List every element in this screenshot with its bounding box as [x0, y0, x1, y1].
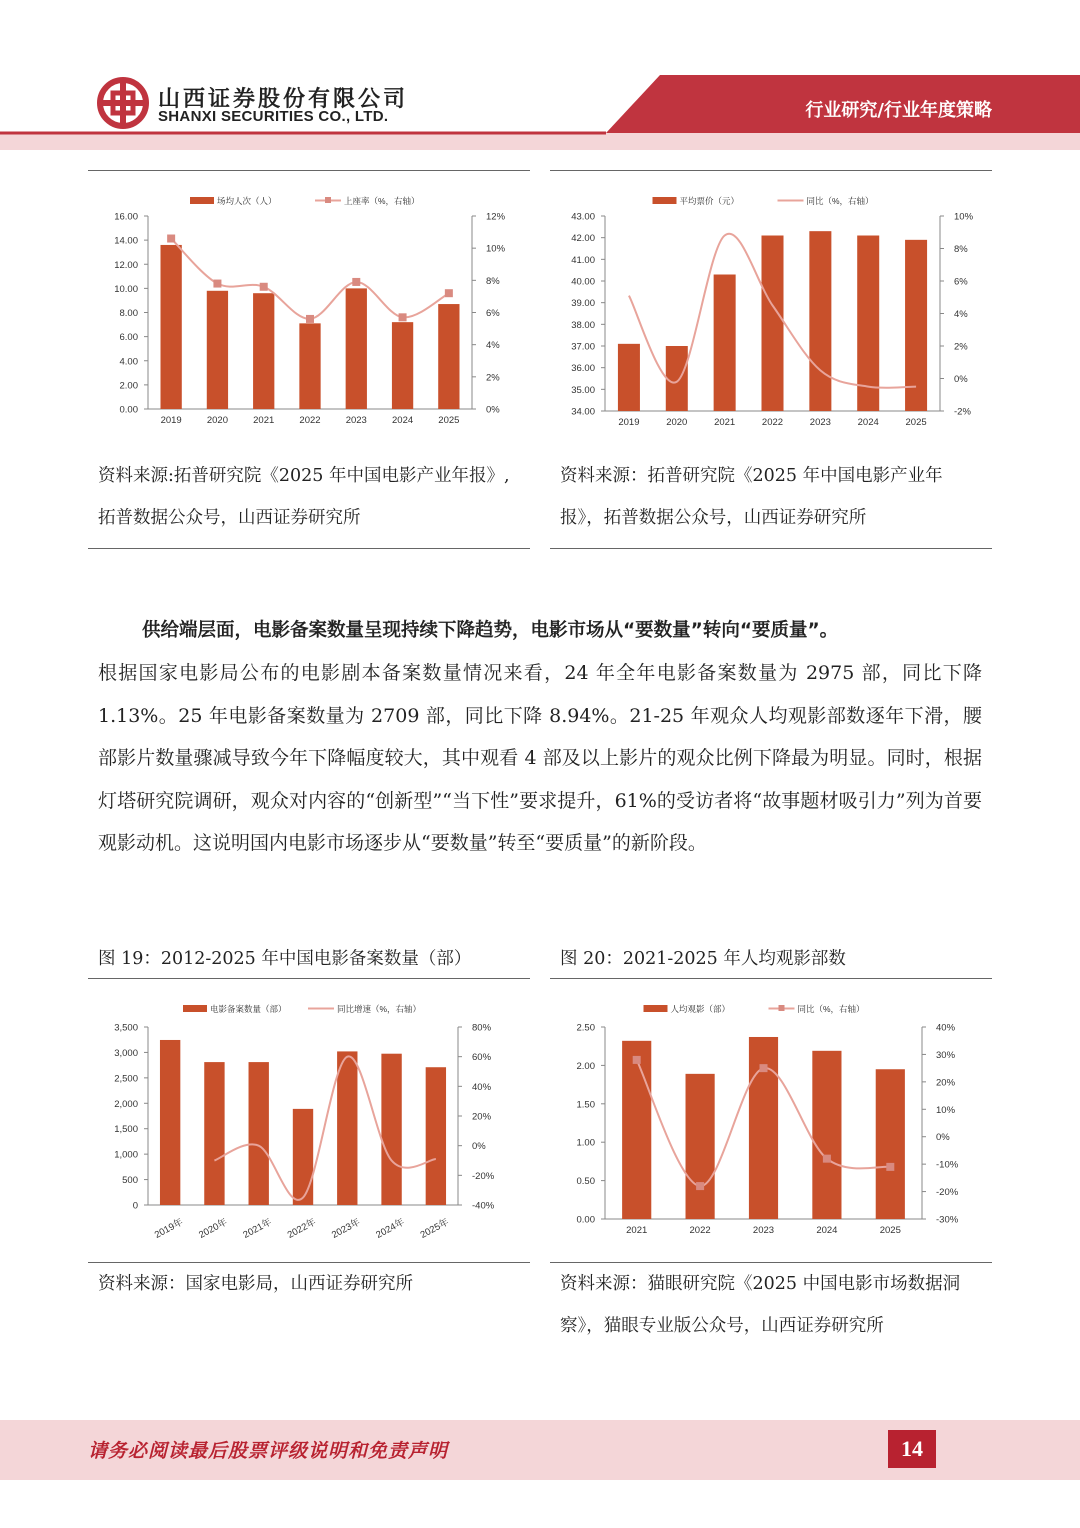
right-tick-label: 8%	[954, 244, 968, 255]
bar	[204, 1062, 224, 1205]
right-tick-label: -10%	[936, 1159, 959, 1171]
x-tick-label: 2019	[160, 415, 182, 426]
right-tick-label: 30%	[936, 1049, 956, 1061]
left-tick-label: 1,000	[114, 1149, 138, 1161]
x-tick-label: 2019	[618, 417, 640, 428]
x-tick-label: 2023	[809, 417, 831, 428]
left-tick-label: 43.00	[571, 211, 595, 223]
source-line: 报》，拓普数据公众号，山西证券研究所	[560, 508, 867, 528]
bar	[666, 346, 688, 411]
divider	[550, 548, 992, 549]
x-tick-label: 2025	[879, 1225, 901, 1236]
divider	[88, 548, 530, 549]
bar	[618, 344, 640, 411]
header-banner	[0, 0, 1080, 150]
legend-line-marker	[325, 197, 331, 203]
body-paragraph	[98, 610, 982, 864]
left-tick-label: 2,000	[114, 1098, 138, 1110]
right-tick-label: 0%	[954, 374, 968, 385]
left-tick-label: 40.00	[571, 276, 595, 288]
left-tick-label: 2.00	[119, 380, 138, 392]
figure-19-title: 图 19：2012-2025 年中国电影备案数量（部）	[98, 949, 472, 969]
right-tick-label: 6%	[486, 308, 500, 319]
chart-c	[88, 979, 530, 1251]
left-tick-label: 0	[132, 1200, 138, 1212]
line-marker	[260, 283, 268, 291]
left-tick-label: 41.00	[571, 254, 595, 266]
chart-b	[550, 171, 992, 447]
bar	[253, 293, 274, 409]
legend-line-label: 上座率（%，右轴）	[344, 196, 420, 206]
page-header	[0, 0, 1080, 150]
x-tick-label: 2023	[752, 1225, 775, 1236]
left-tick-label: 35.00	[571, 384, 595, 396]
left-tick-label: 34.00	[571, 406, 595, 418]
right-tick-label: -2%	[954, 406, 971, 418]
legend-bar-label: 平均票价（元）	[679, 196, 740, 206]
x-tick-label: 2025	[905, 417, 927, 428]
bar	[426, 1067, 446, 1205]
bar	[809, 231, 831, 411]
line-marker	[399, 313, 407, 321]
left-tick-label: 0.50	[576, 1176, 595, 1188]
figure-20-title: 图 20：2021-2025 年人均观影部数	[560, 949, 846, 969]
x-tick-label: 2022年	[285, 1216, 318, 1241]
line-marker	[760, 1064, 768, 1072]
x-tick-label: 2024	[392, 415, 414, 426]
bar	[761, 236, 783, 412]
left-tick-label: 2.00	[576, 1060, 595, 1072]
line-marker	[213, 280, 221, 288]
source-line: 拓普数据公众号，山西证券研究所	[98, 508, 361, 528]
left-tick-label: 0.00	[119, 404, 138, 416]
left-tick-label: 0.00	[576, 1214, 595, 1226]
line-marker	[823, 1155, 831, 1163]
x-tick-label: 2024	[857, 417, 879, 428]
right-tick-label: 10%	[936, 1104, 956, 1116]
legend-bar-label: 场均人次（人）	[217, 196, 277, 206]
chart-a-source	[98, 455, 530, 539]
x-tick-label: 2025	[438, 415, 460, 426]
chart-b-source	[560, 455, 992, 539]
divider	[88, 1262, 530, 1263]
bar	[438, 304, 459, 409]
header-underband	[0, 133, 1080, 150]
bar	[337, 1051, 357, 1205]
right-tick-label: 8%	[486, 275, 500, 287]
source-line: 察》，猫眼专业版公众号，山西证券研究所	[560, 1316, 884, 1336]
x-tick-label: 2020	[666, 417, 688, 428]
left-tick-label: 3,500	[114, 1022, 138, 1034]
line-marker	[696, 1182, 704, 1190]
x-tick-label: 2023年	[330, 1216, 363, 1241]
source-line: 资料来源：拓普研究院《2025 年中国电影产业年	[560, 466, 943, 486]
left-tick-label: 42.00	[571, 233, 595, 245]
x-tick-label: 2020年	[197, 1216, 230, 1241]
left-tick-label: 39.00	[571, 298, 595, 310]
company-name-zh: 山西证券股份有限公司	[158, 87, 409, 112]
right-tick-label: 2%	[486, 372, 500, 384]
left-tick-label: 8.00	[119, 308, 138, 319]
x-tick-label: 2020	[206, 415, 228, 426]
chart-c-source	[98, 1263, 530, 1305]
chart-d	[550, 979, 992, 1251]
right-tick-label: 10%	[486, 243, 506, 255]
left-tick-label: 500	[122, 1175, 138, 1187]
line-marker	[167, 235, 175, 243]
bar	[876, 1069, 905, 1219]
bar	[299, 323, 320, 409]
bar	[346, 288, 367, 409]
bar	[160, 1040, 180, 1205]
left-tick-label: 6.00	[119, 332, 138, 344]
left-tick-label: 2.50	[576, 1022, 595, 1034]
right-tick-label: 60%	[472, 1052, 492, 1064]
bar	[293, 1109, 313, 1205]
right-tick-label: 40%	[936, 1022, 956, 1034]
legend-line-label: 同比（%，右轴）	[797, 1004, 865, 1014]
source-line: 资料来源：猫眼研究院《2025 中国电影市场数据洞	[560, 1274, 961, 1294]
bar	[160, 245, 181, 409]
right-tick-label: 4%	[954, 309, 968, 320]
bar	[392, 322, 413, 409]
right-tick-label: -20%	[472, 1170, 495, 1182]
line-marker	[445, 289, 453, 297]
paragraph-lead: 供给端层面，电影备案数量呈现持续下降趋势，电影市场从“要数量”转向“要质量”。	[142, 620, 839, 641]
left-tick-label: 36.00	[571, 363, 595, 375]
legend-bar-swatch	[190, 197, 214, 204]
right-tick-label: -30%	[936, 1214, 959, 1226]
company-logo-icon	[100, 78, 146, 128]
bar	[381, 1054, 401, 1205]
right-tick-label: 0%	[472, 1141, 486, 1153]
divider	[550, 1262, 992, 1263]
right-tick-label: 6%	[954, 276, 968, 288]
chart-d-source	[560, 1263, 992, 1347]
line-marker	[306, 315, 314, 323]
left-tick-label: 38.00	[571, 319, 595, 331]
x-tick-label: 2024	[816, 1225, 838, 1236]
chart-c-container	[88, 978, 530, 1251]
right-tick-label: 20%	[936, 1077, 956, 1089]
left-tick-label: 1.00	[576, 1137, 595, 1149]
bar	[686, 1074, 715, 1219]
x-tick-label: 2024年	[374, 1216, 407, 1241]
line-marker	[352, 278, 360, 286]
line-marker	[633, 1056, 641, 1064]
left-tick-label: 16.00	[114, 211, 138, 223]
legend-bar-label: 电影备案数量（部）	[210, 1004, 287, 1014]
right-tick-label: -20%	[936, 1187, 959, 1199]
right-tick-label: 0%	[936, 1132, 950, 1144]
x-tick-label: 2021年	[241, 1216, 274, 1241]
source-line: 资料来源:拓普研究院《2025 年中国电影产业年报》,	[98, 466, 510, 486]
x-tick-label: 2021	[253, 415, 275, 426]
x-tick-label: 2019年	[152, 1216, 186, 1241]
legend-bar-swatch	[644, 1005, 668, 1012]
right-tick-label: 4%	[486, 340, 500, 352]
bar	[905, 240, 927, 411]
x-tick-label: 2022	[299, 415, 321, 426]
legend-bar-swatch	[653, 197, 677, 204]
x-tick-label: 2025年	[418, 1216, 451, 1241]
bar	[207, 291, 228, 409]
bar	[812, 1051, 841, 1219]
right-tick-label: 80%	[472, 1022, 492, 1034]
left-tick-label: 3,000	[114, 1047, 138, 1059]
right-tick-label: 40%	[472, 1081, 492, 1093]
left-tick-label: 37.00	[571, 341, 595, 353]
left-tick-label: 1.50	[576, 1099, 595, 1111]
bar	[714, 275, 736, 412]
disclaimer-text: 请务必阅读最后股票评级说明和免责声明	[88, 1440, 449, 1462]
series-line	[214, 1056, 435, 1200]
left-tick-label: 12.00	[114, 259, 138, 271]
x-tick-label: 2022	[761, 417, 784, 428]
bar	[249, 1062, 269, 1205]
chart-a-container	[88, 170, 530, 447]
x-tick-label: 2022	[689, 1225, 711, 1236]
left-tick-label: 14.00	[114, 235, 138, 247]
left-tick-label: 2,500	[114, 1073, 138, 1085]
x-tick-label: 2021	[626, 1225, 648, 1236]
chart-a	[88, 171, 530, 447]
left-tick-label: 4.00	[119, 356, 138, 368]
paragraph-text: 根据国家电影局公布的电影剧本备案数量情况来看，24 年全年电影备案数量为 2975 部，同比下降 1.13%。25 年电影备案数量为 2709 部，同比下降 8.94%。21-25 年观众人均观影部数逐年下滑，腰部影片数量骤减导致今年下降幅度较大，其中观看 4 部及以上影片的观众比例下降最为明显。同时，根据灯塔研究院调研，观众对内容的“创新型”“当下性”要求提升，61%的受访者将“故事题材吸引力”列为首要观影动机。这说明国内电影市场逐步从“要数量”转至“要质量”的新阶段。	[98, 662, 982, 855]
right-tick-label: -40%	[472, 1200, 495, 1212]
legend-bar-label: 人均观影（部）	[670, 1004, 731, 1014]
x-tick-label: 2023	[345, 415, 367, 426]
legend-line-marker	[779, 1005, 785, 1011]
right-tick-label: 10%	[954, 211, 974, 223]
legend-line-label: 同比（%，右轴）	[806, 196, 874, 206]
report-section: 行业研究/行业年度策略	[805, 100, 992, 121]
right-tick-label: 2%	[954, 341, 968, 353]
page-number: 14	[888, 1430, 936, 1468]
right-tick-label: 0%	[486, 404, 500, 416]
source-line: 资料来源：国家电影局，山西证券研究所	[98, 1274, 413, 1294]
chart-b-container	[550, 170, 992, 447]
company-name-en: SHANXI SECURITIES CO., LTD.	[158, 108, 389, 125]
right-tick-label: 12%	[486, 211, 506, 223]
chart-d-container	[550, 978, 992, 1251]
legend-bar-swatch	[183, 1005, 207, 1012]
x-tick-label: 2021	[714, 417, 736, 428]
line-marker	[886, 1163, 894, 1171]
left-tick-label: 1,500	[114, 1124, 138, 1136]
left-tick-label: 10.00	[114, 283, 138, 295]
right-tick-label: 20%	[472, 1111, 492, 1123]
bar	[622, 1041, 651, 1219]
legend-line-label: 同比增速（%，右轴）	[337, 1004, 422, 1014]
